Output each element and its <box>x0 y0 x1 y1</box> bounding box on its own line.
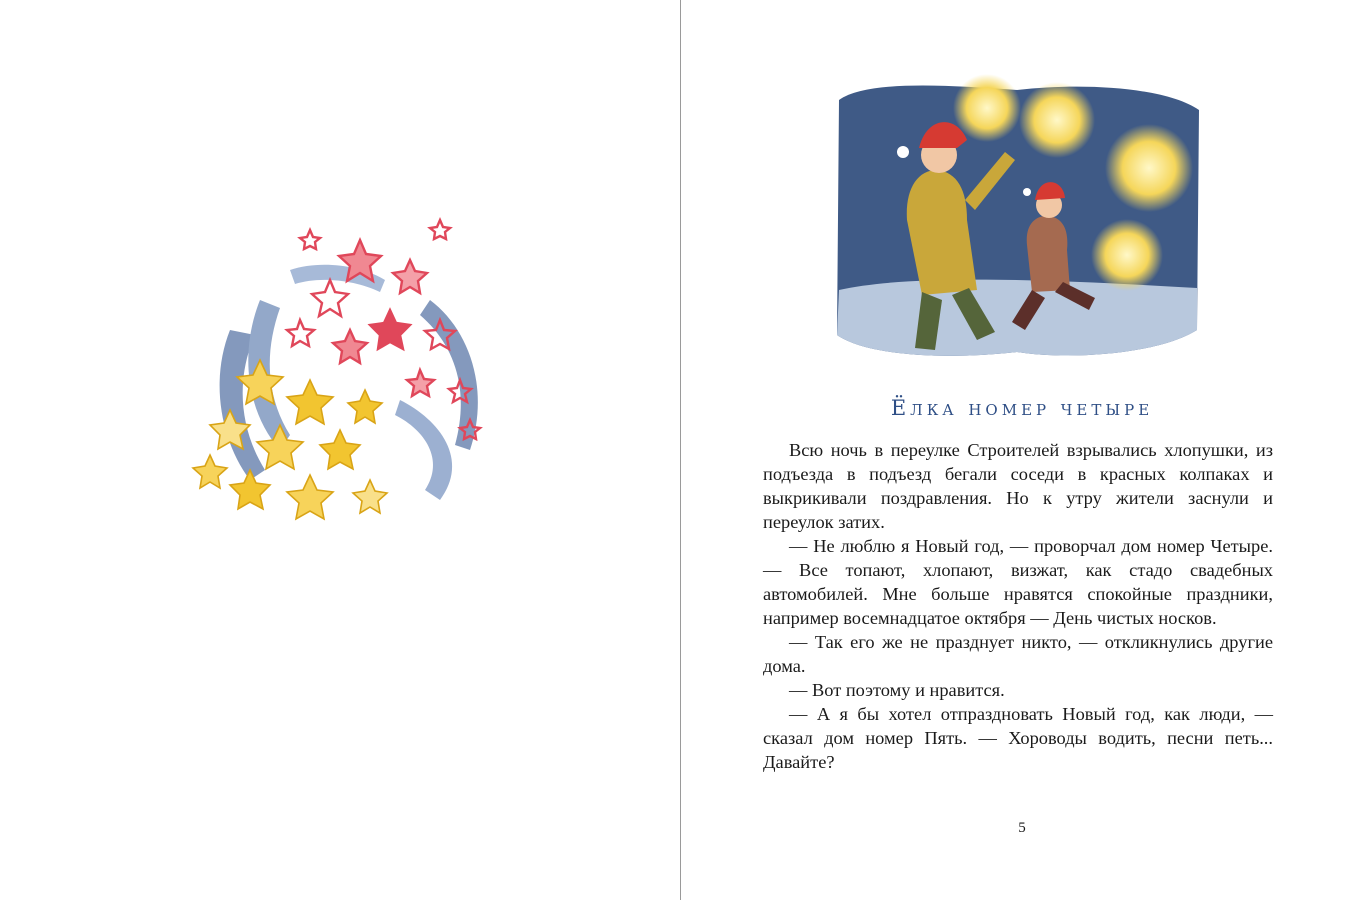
paragraph: — Так его же не празднует никто, — откликнулись другие дома. <box>763 632 1273 676</box>
paragraph: — Не люблю я Новый год, — проворчал дом номер Четыре. — Все топают, хлопают, визжат, как стадо свадебных автомобилей. Мне больше нравятся спокойные праздники, например восемнадцатое октября — День чистых носков. <box>763 536 1273 628</box>
fireworks-illustration <box>170 180 550 560</box>
paragraph: Всю ночь в переулке Строителей взрывались хлопушки, из подъезда в подъезд бегали соседи в красных колпаках и выкрикивали поздравления. Но к утру жители заснули и переулок затих. <box>763 440 1273 532</box>
sparklers-scene-illustration <box>827 60 1207 365</box>
left-page <box>0 0 680 900</box>
page-number: 5 <box>1018 820 1026 836</box>
paragraph: — А я бы хотел отпраздновать Новый год, как люди, — сказал дом номер Пять. — Хороводы водить, песни петь... Давайте? <box>763 704 1273 772</box>
paragraph: — Вот поэтому и нравится. <box>789 680 1005 700</box>
chapter-title: Ёлка номер четыре <box>890 396 1154 420</box>
story-text <box>763 438 1273 774</box>
right-page <box>681 0 1363 900</box>
